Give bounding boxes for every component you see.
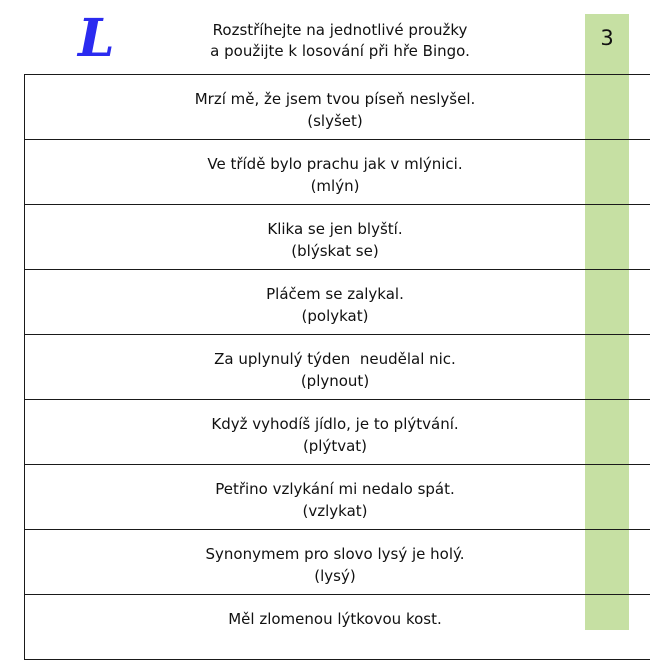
bingo-strips-table: [24, 74, 650, 660]
bingo-strip: [24, 400, 650, 465]
page-number: 3: [600, 26, 614, 50]
strip-sentence: Měl zlomenou lýtkovou kost.: [228, 610, 442, 628]
strip-sentence: Za uplynulý týden neudělal nic.: [214, 350, 456, 368]
strip-word: (plýtvat): [302, 437, 368, 455]
strip-sentence: Petřino vzlykání mi nedalo spát.: [215, 480, 455, 498]
strip-sentence: Když vyhodíš jídlo, je to plýtvání.: [211, 415, 459, 433]
strip-word: (lysý): [314, 567, 356, 585]
bingo-strip: [24, 75, 650, 140]
strip-sentence: Klika se jen blyští.: [267, 220, 403, 238]
instructions-line-1: Rozstříhejte na jednotlivé proužky: [212, 21, 468, 39]
strip-word: (slyšet): [307, 112, 363, 130]
bingo-strip: [24, 595, 650, 660]
strip-sentence: Ve třídě bylo prachu jak v mlýnici.: [207, 155, 463, 173]
instructions: [190, 20, 490, 62]
strip-word: (mlýn): [310, 177, 360, 195]
strip-word: (blýskat se): [291, 242, 379, 260]
strip-word: (plynout): [300, 372, 370, 390]
strip-sentence: Pláčem se zalykal.: [266, 285, 404, 303]
strip-word: (vzlykat): [302, 502, 368, 520]
bingo-strip: [24, 205, 650, 270]
strip-sentence: Mrzí mě, že jsem tvou píseň neslyšel.: [194, 90, 476, 108]
strip-word: (polykat): [301, 307, 369, 325]
bingo-strip: [24, 465, 650, 530]
bingo-strip: [24, 270, 650, 335]
bingo-strip: [24, 530, 650, 595]
bingo-strip: [24, 335, 650, 400]
bingo-strip: [24, 140, 650, 205]
strip-sentence: Synonymem pro slovo lysý je holý.: [205, 545, 465, 563]
instructions-line-2: a použijte k losování při hře Bingo.: [210, 42, 470, 60]
letter-logo: L: [78, 8, 115, 69]
